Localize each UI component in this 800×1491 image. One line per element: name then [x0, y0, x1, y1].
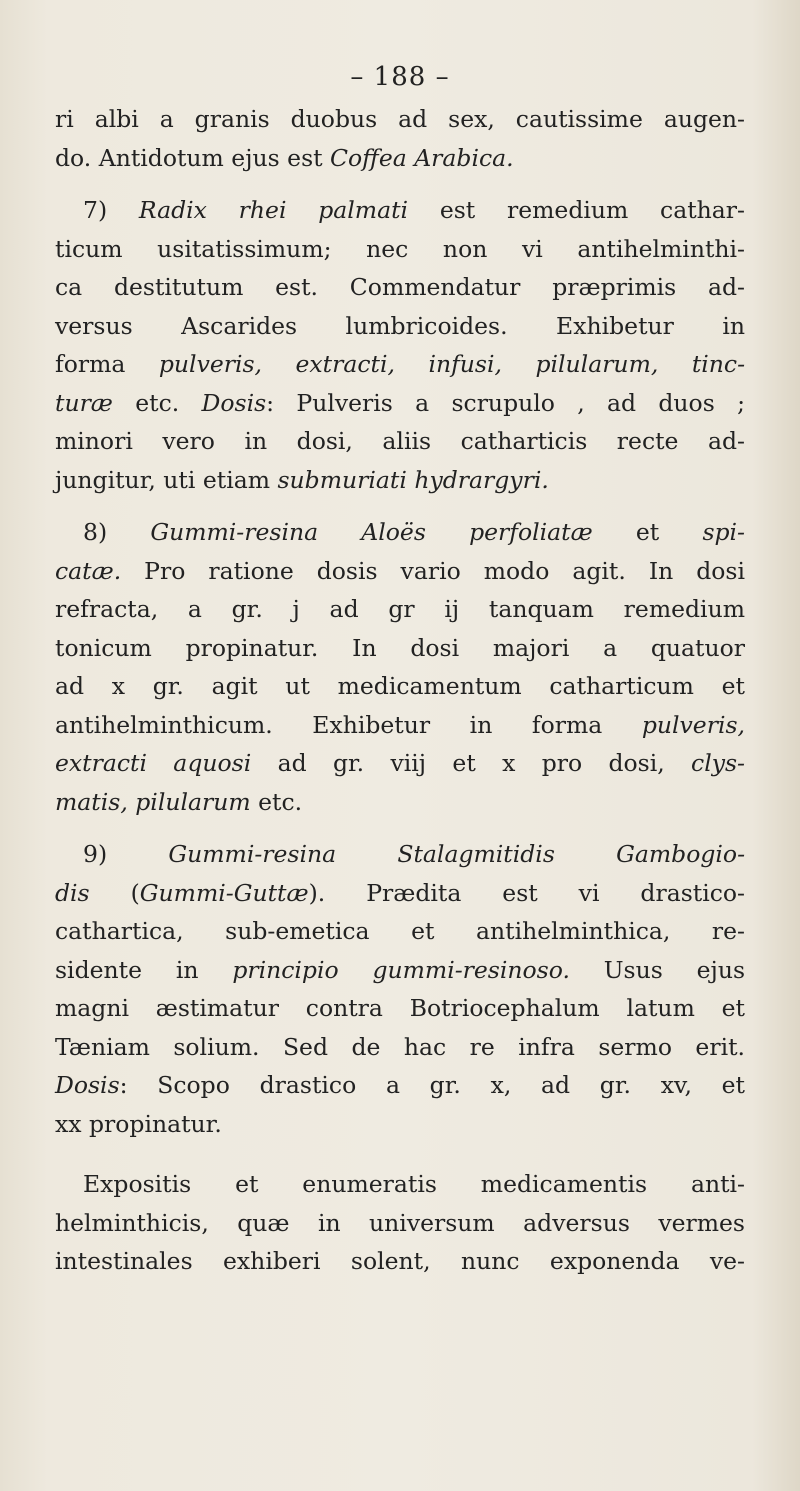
text-span: helminthicis, quæ in universum adversus vermes: [55, 1208, 745, 1237]
page-number: – 188 –: [350, 62, 450, 92]
text-span: versus Ascarides lumbricoides. Exhibetur in: [55, 311, 745, 340]
text-line: [55, 590, 745, 629]
text-line: [55, 912, 745, 951]
text-line: [55, 191, 745, 230]
text-span: (: [89, 878, 140, 907]
text-line: [55, 100, 745, 139]
text-line: [55, 1028, 745, 1067]
text-span: : Scopo drastico a gr. x, ad gr. xv, et: [119, 1071, 745, 1099]
italic-text: Dosis: [201, 388, 267, 417]
text-line: [55, 1105, 745, 1144]
italic-text: Gummi-resina Aloës perfoliatæ: [150, 518, 593, 546]
text-line: [55, 139, 745, 178]
text-span: ri albi a granis duobus ad sex, cautissime augen-: [55, 105, 745, 133]
italic-text: spi-: [702, 518, 745, 546]
italic-text: dis: [55, 878, 90, 907]
text-span: ca destitutum est. Commendatur præprimis ad-: [55, 273, 745, 301]
text-line: [55, 1242, 745, 1281]
text-span: ad x gr. agit ut medicamentum catharticum et: [55, 672, 745, 700]
text-line: [55, 230, 745, 269]
text-span: intestinales exhiberi solent, nunc exponenda ve-: [55, 1247, 745, 1275]
text-span: sidente in: [55, 955, 233, 984]
text-line: [55, 1165, 745, 1204]
text-span: est remedium cathar-: [408, 196, 745, 224]
text-line: [55, 744, 745, 783]
text-span: do. Antidotum ejus est: [55, 143, 331, 172]
italic-text: catæ.: [55, 556, 122, 585]
italic-text: Gummi-Guttæ: [139, 878, 309, 907]
text-line: [55, 835, 745, 874]
text-span: etc.: [250, 787, 303, 816]
text-span: refracta, a gr. j ad gr ij tanquam remedium: [55, 595, 745, 623]
italic-text: turæ: [55, 388, 113, 417]
text-span: Pro ratione dosis vario modo agit. In dosi: [121, 556, 745, 585]
text-line: [55, 989, 745, 1028]
text-line: [55, 706, 745, 745]
italic-text: submuriati hydrargyri.: [277, 465, 549, 494]
text-span: Expositis et enumeratis medicamentis anti-: [83, 1170, 745, 1198]
text-span: minori vero in dosi, aliis catharticis recte ad-: [55, 427, 745, 455]
text-line: [55, 268, 745, 307]
text-line: [55, 513, 745, 552]
text-span: Tæniam solium. Sed de hac re infra sermo erit.: [55, 1032, 745, 1061]
italic-text: Gummi-resina Stalagmitidis Gambogio-: [168, 840, 746, 868]
italic-text: principio gummi-resinoso.: [232, 955, 570, 984]
text-line: [55, 461, 745, 500]
text-span: ad gr. viij et x pro dosi,: [251, 749, 692, 777]
text-line: [55, 783, 745, 822]
text-span: etc.: [112, 388, 202, 417]
text-line: [55, 552, 745, 591]
text-span: antihelminthicum. Exhibetur in forma: [55, 710, 642, 739]
text-span: forma: [55, 350, 159, 378]
italic-text: Coffea Arabica.: [330, 143, 514, 172]
text-span: Usus ejus: [569, 955, 746, 984]
text-span: tonicum propinatur. In dosi majori a quatuor: [55, 633, 745, 662]
text-line: [55, 951, 745, 990]
text-span: 9): [83, 840, 169, 868]
text-span: ). Prædita est vi drastico-: [308, 878, 745, 907]
body-text: [55, 100, 745, 1281]
italic-text: matis, pilularum: [55, 787, 251, 816]
text-span: magni æstimatur contra Botriocephalum latum et: [55, 994, 745, 1022]
text-line: [55, 384, 745, 423]
text-span: cathartica, sub-emetica et antihelminthica, re-: [55, 917, 745, 945]
text-line: [55, 1066, 745, 1105]
text-line: [55, 345, 745, 384]
italic-text: clys-: [691, 749, 746, 777]
italic-text: Radix rhei palmati: [138, 196, 409, 224]
text-span: jungitur, uti etiam: [55, 465, 278, 494]
italic-text: Dosis: [55, 1071, 120, 1099]
text-line: [55, 629, 745, 668]
text-line: [55, 422, 745, 461]
italic-text: pulveris,: [641, 710, 745, 739]
text-line: [55, 667, 745, 706]
italic-text: pulveris, extracti, infusi, pilularum, tinc-: [158, 350, 746, 378]
text-span: et: [592, 518, 703, 546]
text-span: 7): [83, 196, 139, 224]
text-span: : Pulveris a scrupulo , ad duos ;: [266, 388, 745, 417]
italic-text: extracti aquosi: [55, 749, 252, 777]
text-span: xx propinatur.: [55, 1109, 222, 1138]
text-span: 8): [83, 518, 151, 546]
text-line: [55, 307, 745, 346]
text-line: [55, 874, 745, 913]
text-span: ticum usitatissimum; nec non vi antihelminthi-: [55, 234, 745, 263]
text-line: [55, 1204, 745, 1243]
